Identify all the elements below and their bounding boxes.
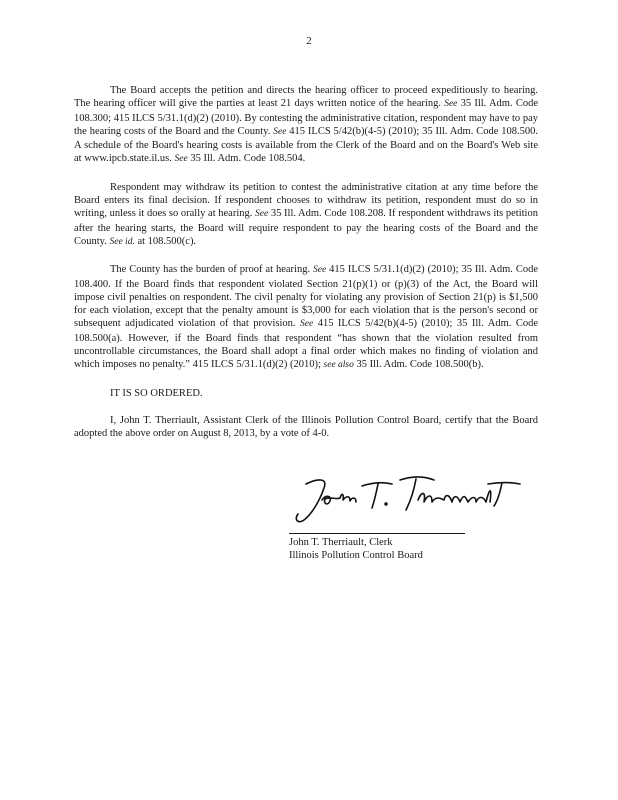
paragraph-burden-of-proof bbox=[74, 263, 538, 372]
clerk-certification: I, John T. Therriault, Assistant Clerk of the Illinois Pollution Control Board, certify that the Board adopted the above order on August 8, 2013, by a vote of 4-0. bbox=[74, 414, 538, 440]
text-segment: at 108.500(c). bbox=[134, 235, 197, 247]
clerk-signature-block bbox=[289, 536, 423, 563]
page-number: 2 bbox=[306, 35, 312, 47]
citation-signal: See bbox=[273, 126, 287, 137]
citation-signal: See bbox=[444, 99, 458, 110]
text-segment: The Board accepts the petition and directs the hearing officer to proceed expeditiously to hearing. The hearing officer will give the parties at least 21 days written notice of the hearing. bbox=[74, 85, 538, 110]
citation-signal: See bbox=[255, 209, 269, 220]
text-segment: 35 Ill. Adm. Code 108.300; 415 ILCS 5/31.1(d)(2) (2010). By contesting the administrative citation, respondent may have to pay the hearing costs of the Board and the County. bbox=[74, 98, 538, 137]
text-segment: Respondent may withdraw its petition to contest the administrative citation at any time before the Board enters its final decision. If respondent chooses to withdraw its petition, respondent must do so in writing, unless it does so orally at hearing. bbox=[74, 181, 538, 220]
paragraph-withdrawal bbox=[74, 181, 538, 249]
clerk-name-title: John T. Therriault, Clerk bbox=[289, 537, 393, 548]
text-segment: 415 ILCS 5/42(b)(4-5) (2010); 35 Ill. Adm. Code 108.500. A schedule of the Board's hearing costs is available from the Clerk of the Board and on the Board's Web site at www.ipcb.state.il.us. bbox=[74, 125, 539, 165]
citation-signal: see also bbox=[323, 360, 354, 371]
order-body bbox=[74, 84, 538, 455]
signature-line bbox=[289, 533, 465, 534]
text-segment: 35 Ill. Adm. Code 108.500(b). bbox=[353, 359, 484, 371]
clerk-organization: Illinois Pollution Control Board bbox=[289, 550, 423, 562]
text-segment: 415 ILCS 5/42(b)(4-5) (2010); 35 Ill. Adm. Code 108.500(a). However, if the Board finds that respondent “has shown that the violation resulted from uncontrollable circumstances, the Board shall adopt a final order which makes no finding of violation and which imposes no penalty.” 415 ILCS 5/31.1(d)(2) (2010); bbox=[74, 318, 539, 371]
paragraph-hearing bbox=[74, 84, 538, 167]
text-segment: 415 ILCS 5/31.1(d)(2) (2010); 35 Ill. Adm. Code 108.400. If the Board finds that respondent violated Section 21(p)(1) or (p)(3) of the Act, the Board will impose civil penalties on respondent. The civil penalty for violating any provision of Section 21(p) is $1,500 for each violation, except that the penalty amount is $3,000 for each violation that is the person's second or subsequent adjudicated violation of that provision. bbox=[74, 264, 538, 330]
citation-signal: See bbox=[313, 265, 327, 276]
text-segment: The County has the burden of proof at hearing. bbox=[110, 264, 314, 276]
text-segment: 35 Ill. Adm. Code 108.504. bbox=[187, 153, 306, 165]
so-ordered-line: IT IS SO ORDERED. bbox=[110, 387, 203, 399]
citation-signal: See id. bbox=[109, 236, 135, 247]
handwritten-signature bbox=[288, 470, 528, 528]
text-segment: 35 Ill. Adm. Code 108.208. If respondent withdraws its petition after the hearing starts, the Board will require respondent to pay the hearing costs of the Board and the County. bbox=[74, 208, 538, 247]
citation-signal: See bbox=[174, 154, 188, 165]
citation-signal: See bbox=[300, 319, 314, 330]
